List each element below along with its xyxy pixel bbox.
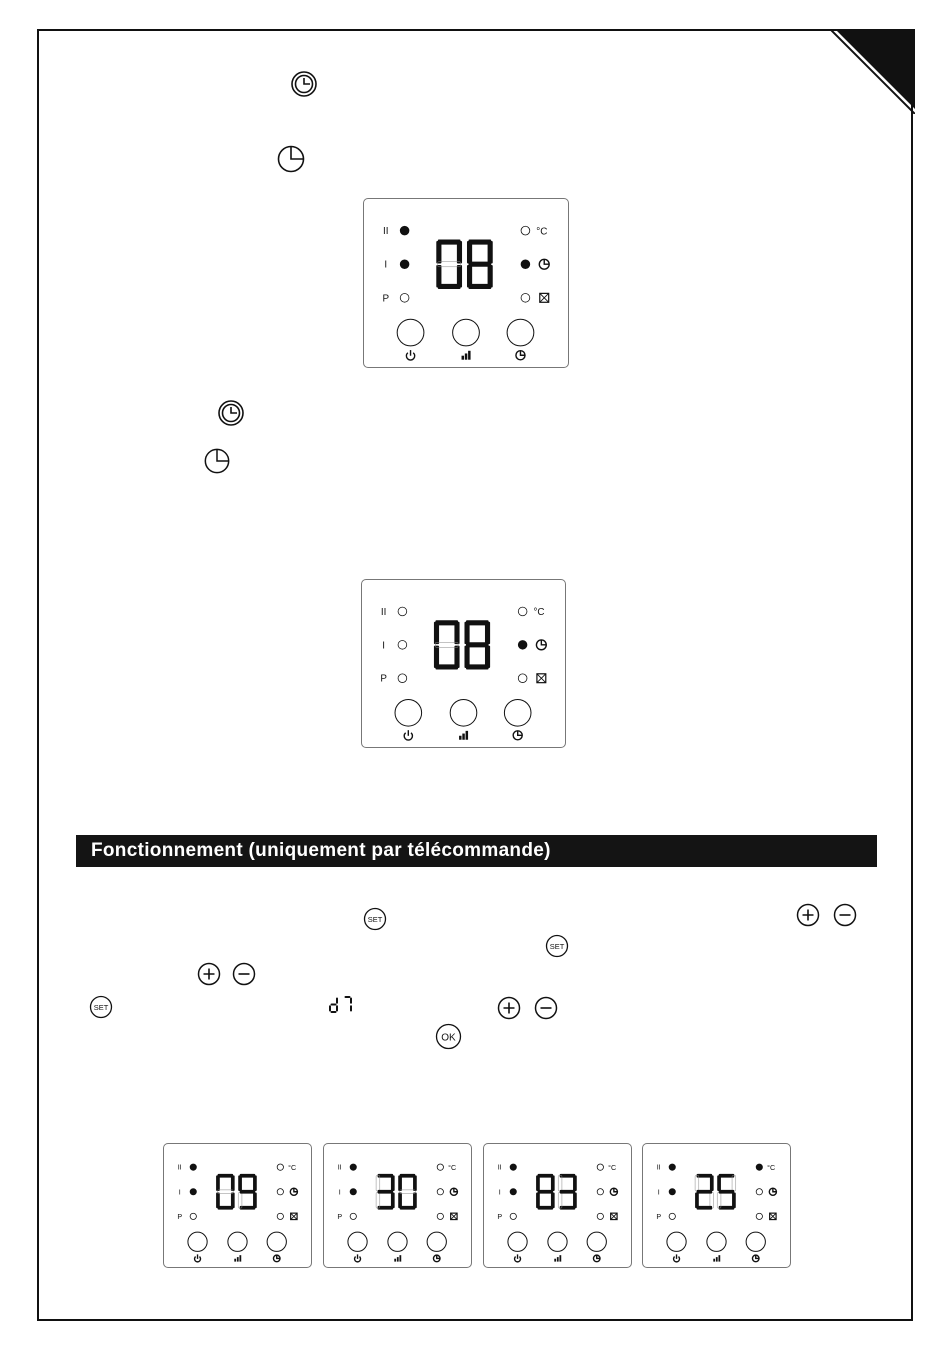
program-indicator: [190, 1213, 196, 1219]
segment-b: [336, 998, 338, 1004]
power-icon: [195, 1254, 201, 1261]
segment-g: [466, 642, 489, 647]
fan-level-button[interactable]: [548, 1232, 567, 1251]
ok-button-icon: [435, 1023, 462, 1050]
program-indicator: [669, 1213, 675, 1219]
celsius-indicator: [597, 1164, 603, 1170]
segment-d: [218, 1206, 234, 1210]
fan-level-button[interactable]: [228, 1232, 247, 1251]
level-2-label: II: [380, 606, 387, 618]
level-2-indicator: [190, 1164, 196, 1170]
segment-g: [240, 1190, 256, 1194]
fan-level-button[interactable]: [450, 699, 477, 726]
level-2-indicator: [398, 607, 407, 616]
timer-button[interactable]: [427, 1232, 446, 1251]
display-panel-3: [163, 1143, 312, 1268]
set-label: SET: [367, 914, 383, 924]
celsius-indicator: [277, 1164, 283, 1170]
open-window-icon: [770, 1213, 776, 1219]
segment-b: [454, 622, 459, 644]
display-panel-2: [361, 579, 566, 748]
segment-b: [551, 1175, 555, 1191]
open-window-icon: [451, 1213, 457, 1219]
timer-indicator: [437, 1189, 443, 1195]
segment-g: [400, 1190, 416, 1194]
window-indicator: [437, 1213, 443, 1219]
segment-a: [218, 1174, 234, 1178]
level-1-indicator: [350, 1189, 356, 1195]
fan-level-icon: [459, 731, 468, 740]
open-window-icon: [611, 1213, 617, 1219]
segment-g: [719, 1190, 735, 1194]
page-corner-tab: [830, 29, 915, 114]
digit-7: [345, 996, 353, 1012]
window-indicator: [756, 1213, 762, 1219]
power-icon: [404, 730, 412, 740]
segment-g: [560, 1190, 576, 1194]
segment-b: [485, 622, 490, 644]
ok-label: OK: [441, 1032, 456, 1044]
timer-indicator: [277, 1189, 283, 1195]
window-indicator: [521, 293, 530, 302]
segment-e: [695, 1193, 699, 1209]
window-indicator: [518, 674, 527, 683]
level-2-indicator: [400, 226, 409, 235]
timer-icon: [273, 1255, 280, 1262]
segment-c: [413, 1193, 417, 1209]
timer-icon: [290, 1188, 297, 1195]
timer-icon: [539, 259, 549, 269]
level-1-indicator: [510, 1189, 516, 1195]
program-label: P: [380, 673, 387, 685]
timer-button[interactable]: [507, 319, 534, 346]
segment-d: [331, 1011, 337, 1013]
display-panel-6: [642, 1143, 791, 1268]
segment-f: [238, 1175, 242, 1191]
timer-button[interactable]: [587, 1232, 606, 1251]
segment-e: [717, 1193, 721, 1209]
program-indicator: [350, 1213, 356, 1219]
program-label: P: [497, 1212, 503, 1221]
segment-c: [551, 1193, 555, 1209]
digit-8: [464, 620, 490, 669]
power-icon: [515, 1254, 521, 1261]
level-1-indicator: [400, 260, 409, 269]
program-indicator: [398, 674, 407, 683]
power-button[interactable]: [348, 1232, 367, 1251]
celsius-indicator: [756, 1164, 762, 1170]
timer-icon: [536, 640, 546, 650]
segment-b: [253, 1175, 257, 1191]
section-title: Fonctionnement (uniquement par télécommande): [91, 840, 551, 861]
power-icon: [406, 350, 414, 360]
program-label: P: [382, 293, 390, 305]
segment-a: [345, 996, 351, 998]
level-1-label: I: [338, 1188, 341, 1197]
display-panel-5: [483, 1143, 632, 1268]
celsius-indicator: [521, 226, 530, 235]
segment-b: [488, 241, 493, 264]
level-1-indicator: [669, 1189, 675, 1195]
segment-c: [732, 1193, 736, 1209]
celsius-label: °C: [533, 607, 545, 619]
segment-e: [434, 646, 439, 668]
digit-0: [434, 620, 460, 669]
power-button[interactable]: [508, 1232, 527, 1251]
level-1-label: I: [382, 640, 386, 652]
section-header-bar: [76, 835, 877, 867]
celsius-label: °C: [767, 1163, 776, 1172]
level-1-label: I: [657, 1188, 660, 1197]
segment-e: [329, 1005, 331, 1011]
level-1-label: I: [178, 1188, 181, 1197]
segment-e: [238, 1193, 242, 1209]
segment-f: [376, 1175, 380, 1191]
segment-b: [732, 1175, 736, 1191]
digit-3: [376, 1174, 395, 1210]
clock-icon: [203, 447, 231, 475]
timer-indicator: [518, 640, 527, 649]
segment-f: [434, 622, 439, 644]
digit-2: [695, 1174, 714, 1210]
segment-g: [378, 1190, 394, 1194]
timer-icon: [450, 1188, 457, 1195]
plus-icon: [197, 962, 221, 986]
double-circle-clock-icon: [217, 399, 245, 427]
digit-5: [717, 1174, 736, 1210]
set-label: SET: [549, 941, 565, 951]
segment-c: [391, 1193, 395, 1209]
digit-3: [558, 1174, 577, 1210]
segment-d: [697, 1206, 713, 1210]
timer-indicator: [597, 1189, 603, 1195]
segment-f: [467, 241, 472, 264]
level-1-indicator: [398, 640, 407, 649]
segment-e: [536, 1193, 540, 1209]
open-window-icon: [537, 674, 546, 683]
fan-level-icon: [554, 1255, 561, 1261]
level-1-label: I: [384, 259, 388, 271]
level-2-label: II: [497, 1163, 502, 1172]
segment-e: [398, 1193, 402, 1209]
fan-level-button[interactable]: [388, 1232, 407, 1251]
open-window-icon: [291, 1213, 297, 1219]
power-icon: [355, 1254, 361, 1261]
timer-icon: [593, 1255, 600, 1262]
segment-b: [391, 1175, 395, 1191]
timer-icon: [516, 351, 525, 360]
segment-f: [216, 1175, 220, 1191]
timer-icon: [769, 1188, 776, 1195]
level-2-indicator: [350, 1164, 356, 1170]
digit-9: [238, 1174, 257, 1210]
level-2-label: II: [383, 226, 389, 238]
segment-e: [436, 265, 441, 288]
set-button-icon: [363, 907, 387, 931]
celsius-label: °C: [288, 1163, 297, 1172]
program-label: P: [177, 1212, 183, 1221]
timer-icon: [513, 731, 522, 740]
open-window-icon: [540, 293, 549, 302]
timer-indicator: [521, 260, 530, 269]
celsius-indicator: [518, 607, 527, 616]
power-button[interactable]: [667, 1232, 686, 1251]
segment-g: [218, 1190, 234, 1194]
segment-c: [231, 1193, 235, 1209]
digit-0: [216, 1174, 235, 1210]
level-2-label: II: [177, 1163, 182, 1172]
digit-d: [329, 998, 338, 1014]
set-button-icon: [89, 995, 113, 1019]
power-button[interactable]: [395, 699, 422, 726]
fan-level-icon: [234, 1255, 241, 1261]
segment-f: [436, 241, 441, 264]
display-panel-1: [363, 198, 569, 368]
segment-b: [710, 1175, 714, 1191]
segment-e: [464, 646, 469, 668]
segment-g: [697, 1190, 713, 1194]
segment-e: [376, 1193, 380, 1209]
digit-8: [467, 239, 493, 289]
minus-icon: [833, 903, 857, 927]
program-label: P: [337, 1212, 343, 1221]
segment-e: [467, 265, 472, 288]
segment-a: [400, 1174, 416, 1178]
celsius-label: °C: [608, 1163, 617, 1172]
segment-c: [573, 1193, 577, 1209]
segment-b: [231, 1175, 235, 1191]
celsius-indicator: [437, 1164, 443, 1170]
segment-f: [717, 1175, 721, 1191]
set-label: SET: [93, 1002, 109, 1012]
segment-g: [468, 262, 491, 267]
level-1-indicator: [190, 1189, 196, 1195]
power-button[interactable]: [397, 319, 424, 346]
timer-indicator: [756, 1189, 762, 1195]
segment-f: [464, 622, 469, 644]
timer-button[interactable]: [267, 1232, 286, 1251]
set-button-icon: [545, 934, 569, 958]
level-2-label: II: [656, 1163, 661, 1172]
double-circle-clock-icon: [290, 70, 318, 98]
program-indicator: [400, 293, 409, 302]
fan-level-button[interactable]: [453, 319, 480, 346]
level-1-label: I: [498, 1188, 501, 1197]
digit-0: [436, 239, 462, 289]
program-label: P: [656, 1212, 662, 1221]
segment-b: [573, 1175, 577, 1191]
window-indicator: [277, 1213, 283, 1219]
segment-b: [413, 1175, 417, 1191]
power-button[interactable]: [188, 1232, 207, 1251]
segment-c: [253, 1193, 257, 1209]
minus-icon: [534, 996, 558, 1020]
segment-a: [240, 1174, 256, 1178]
segment-f: [695, 1175, 699, 1191]
program-indicator: [510, 1213, 516, 1219]
level-2-label: II: [337, 1163, 342, 1172]
display-panel-4: [323, 1143, 472, 1268]
window-indicator: [597, 1213, 603, 1219]
plus-icon: [796, 903, 820, 927]
segment-a: [538, 1174, 554, 1178]
timer-button[interactable]: [746, 1232, 765, 1251]
segment-e: [216, 1193, 220, 1209]
segment-f: [398, 1175, 402, 1191]
fan-level-button[interactable]: [707, 1232, 726, 1251]
timer-icon: [610, 1188, 617, 1195]
segment-e: [558, 1193, 562, 1209]
segment-g: [331, 1004, 337, 1006]
segment-d: [400, 1206, 416, 1210]
segment-g: [538, 1190, 554, 1194]
timer-icon: [433, 1255, 440, 1262]
segment-f: [558, 1175, 562, 1191]
plus-icon: [497, 996, 521, 1020]
fan-level-icon: [713, 1255, 720, 1261]
fan-level-icon: [394, 1255, 401, 1261]
segment-c: [350, 1005, 352, 1011]
segment-f: [536, 1175, 540, 1191]
celsius-label: °C: [536, 226, 548, 238]
power-icon: [674, 1254, 680, 1261]
digit-8: [536, 1174, 555, 1210]
segment-b: [457, 241, 462, 264]
celsius-label: °C: [448, 1163, 457, 1172]
fan-level-icon: [462, 351, 471, 360]
minus-icon: [232, 962, 256, 986]
level-2-indicator: [669, 1164, 675, 1170]
segment-d: [538, 1206, 554, 1210]
segment-b: [350, 998, 352, 1004]
digit-0: [398, 1174, 417, 1210]
segment-c: [336, 1005, 338, 1011]
clock-icon: [276, 144, 306, 174]
segment-c: [710, 1193, 714, 1209]
level-2-indicator: [510, 1164, 516, 1170]
timer-button[interactable]: [504, 699, 531, 726]
code-d7-display: [326, 994, 360, 1016]
timer-icon: [752, 1255, 759, 1262]
